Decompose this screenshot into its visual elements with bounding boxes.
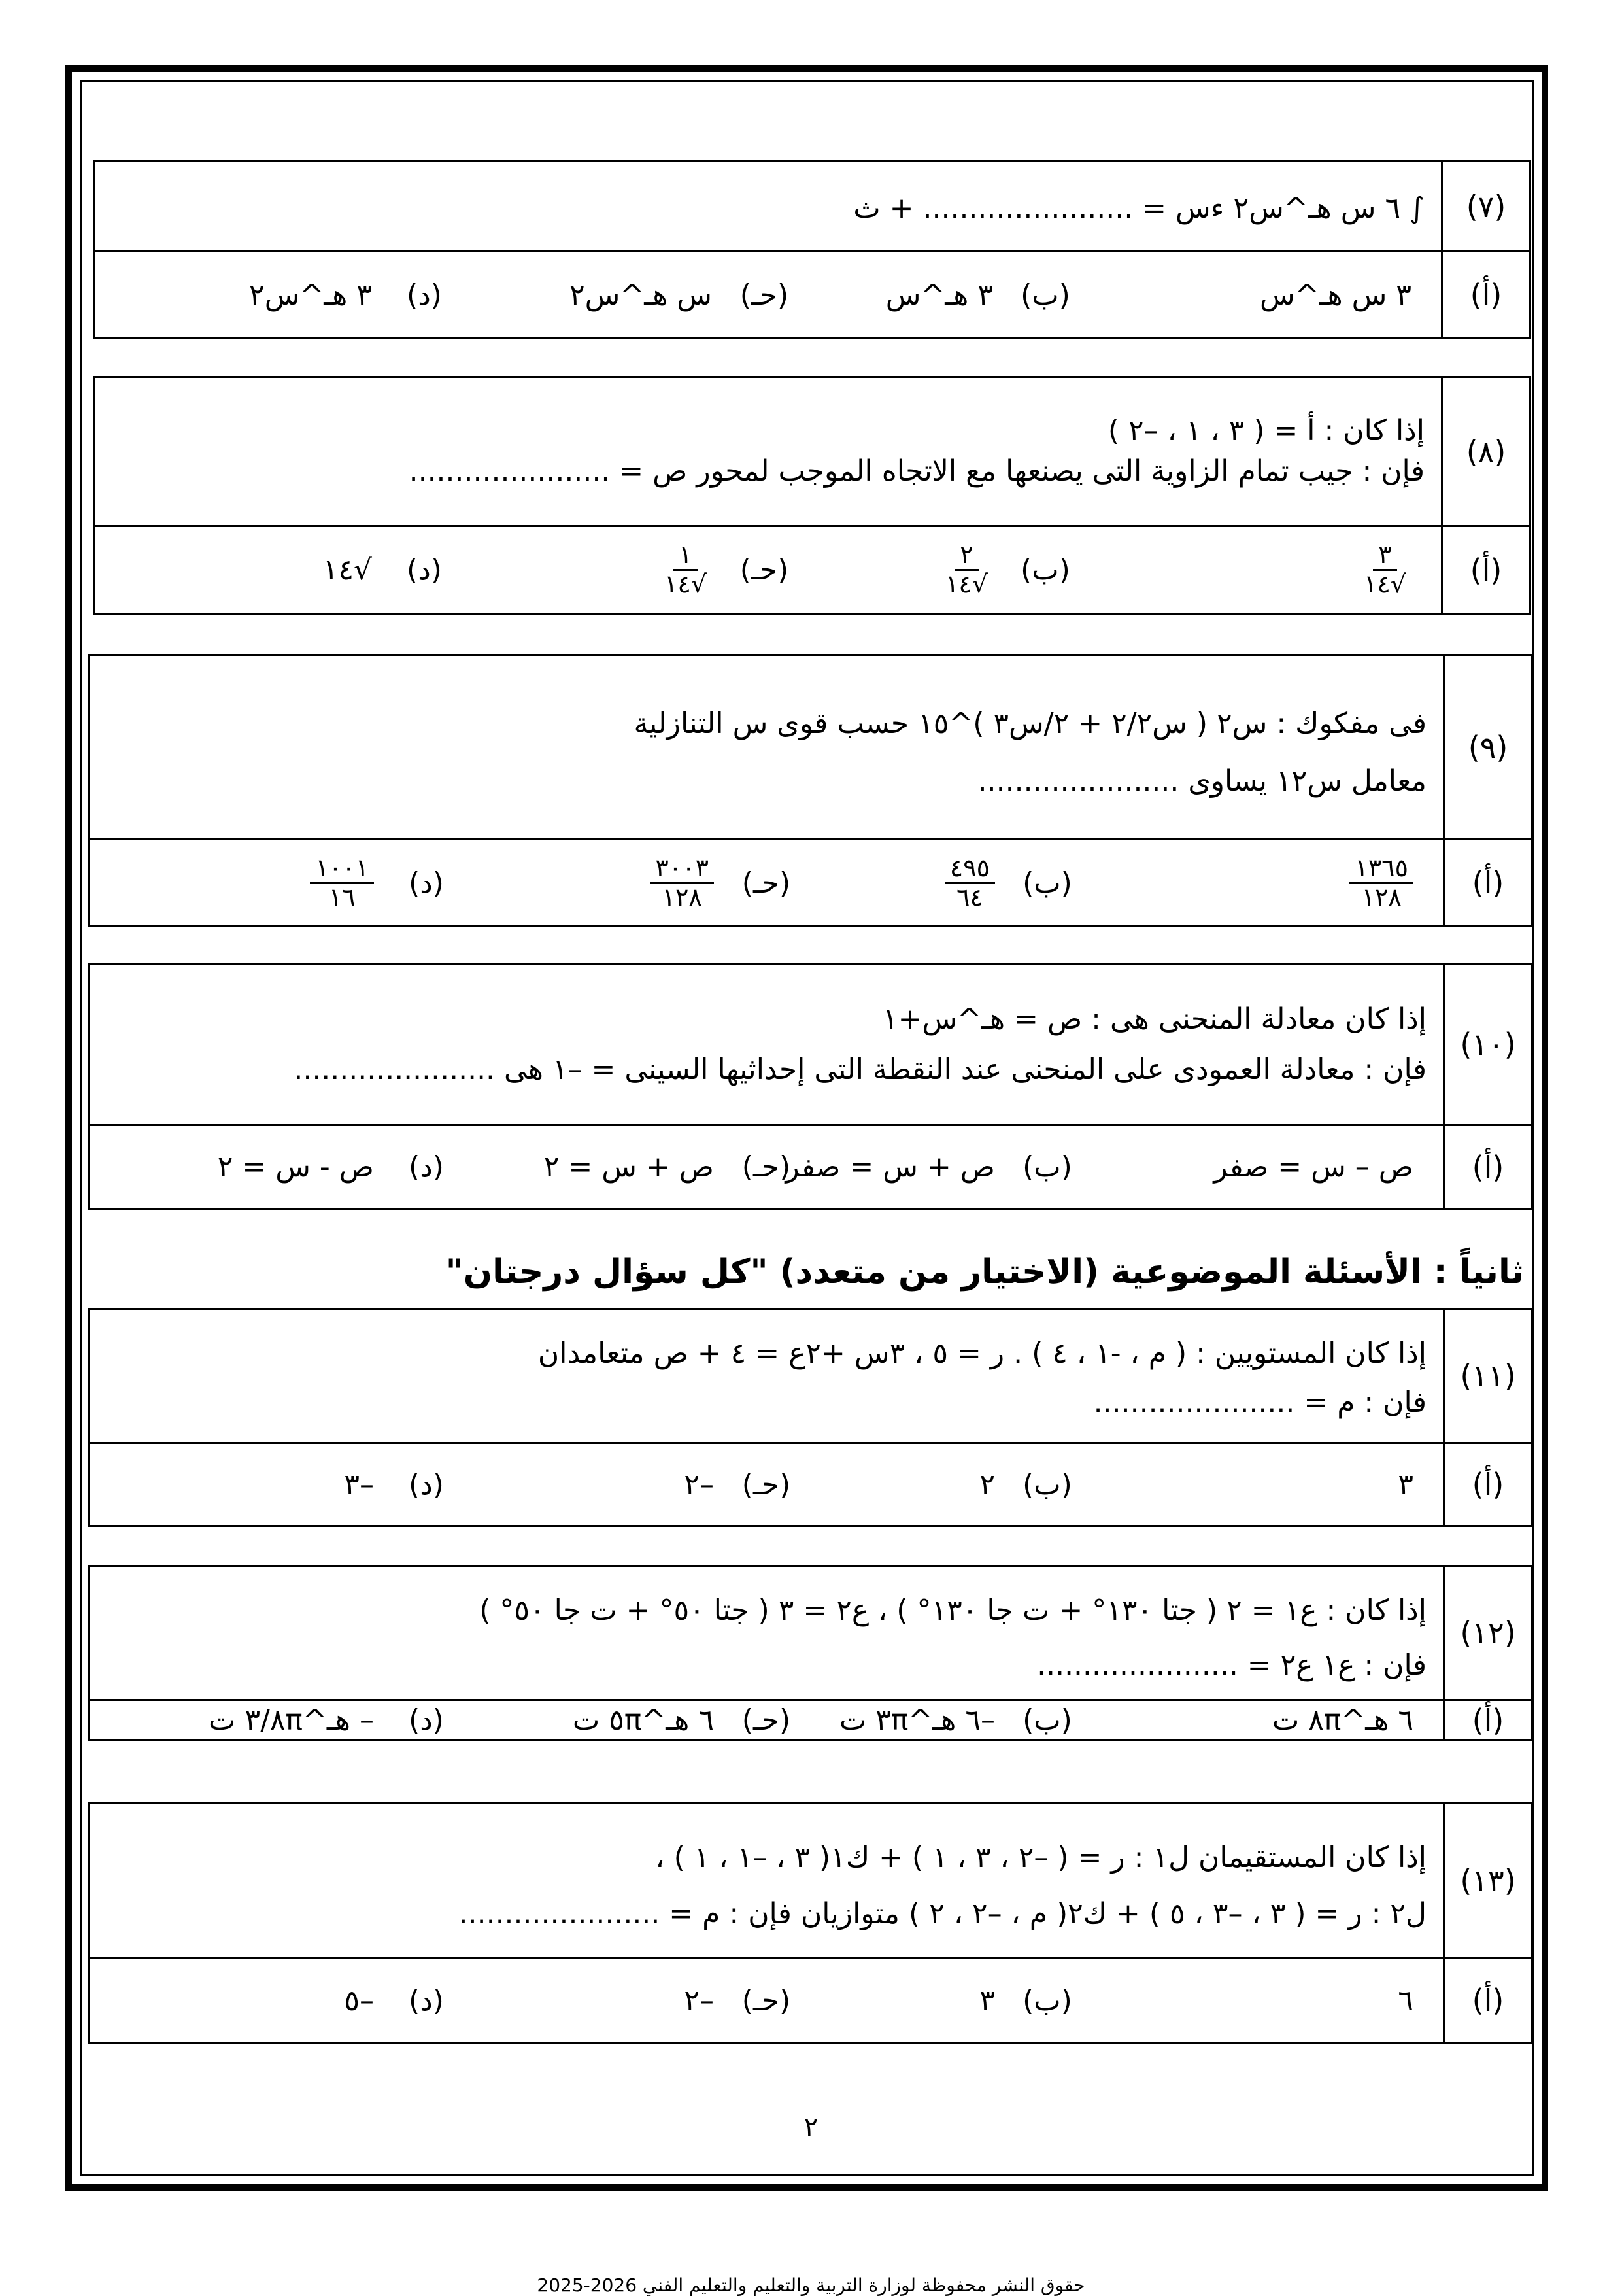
choice-letter-d: (د) bbox=[409, 1150, 444, 1184]
choice-letter-d: (د) bbox=[409, 866, 444, 900]
choice-d[interactable]: – هـ^٨π/٣ ت bbox=[209, 1704, 374, 1737]
choice-c[interactable]: ص + س = ٢ bbox=[543, 1150, 714, 1184]
question-10 bbox=[88, 963, 1533, 1210]
choice-letter-c: (حـ) bbox=[739, 278, 789, 312]
question-stem-line-2: فإن : جيب تمام الزاوية التى يصنعها مع الاتجاه الموجب لمحور ص = ...................... bbox=[409, 454, 1425, 488]
choice-letter-c: (حـ) bbox=[739, 553, 789, 587]
question-number: (٩) bbox=[1443, 656, 1531, 838]
question-stem-line-1: فى مفكوك : س٢ ( س٢/٢ + ٢/س٣ )^١٥ حسب قوى س التنازلية bbox=[634, 707, 1427, 740]
copyright-footer: حقوق النشر محفوظة لوزارة التربية والتعليم والتعليم الفني 2026-2025 bbox=[537, 2274, 1085, 2296]
choice-a[interactable]: ٦ هـ^٨π ت bbox=[1272, 1704, 1413, 1737]
question-number: (٨) bbox=[1441, 378, 1529, 525]
question-number: (٧) bbox=[1441, 162, 1529, 250]
choice-letter-b: (ب) bbox=[1021, 553, 1070, 587]
question-stem-line-2: ل٢ : ر = ( ٣ ، –٣ ، ٥ ) + ك٢( م ، –٢ ، ٢ ) متوازيان فإن : م = ...................... bbox=[458, 1896, 1427, 1930]
question-12 bbox=[88, 1565, 1533, 1741]
choice-b[interactable]: ٣ bbox=[979, 1983, 995, 2017]
choice-b[interactable]: ٢ bbox=[979, 1467, 995, 1501]
choice-a[interactable]: ٣ س هـ^س bbox=[1260, 278, 1411, 312]
choice-letter-d: (د) bbox=[409, 1983, 444, 2017]
question-stem-line-1: إذا كان المستويين : ( م ، -١ ، ٤ ) . ر = ٥ ، ٣س +٢ع = ٤ + ص متعامدان bbox=[537, 1337, 1427, 1370]
choice-letter-b: (ب) bbox=[1022, 1704, 1072, 1737]
choice-a[interactable]: ٦ bbox=[1398, 1983, 1413, 2017]
choice-letter-c: (حـ) bbox=[741, 1704, 791, 1737]
choice-d[interactable]: √١٤ bbox=[322, 553, 372, 587]
choice-letter-d: (د) bbox=[409, 1467, 444, 1501]
choice-letter-a: (أ) bbox=[1443, 1701, 1531, 1739]
choice-b[interactable]: $\frac{٤٩٥}{٦٤}$ bbox=[945, 855, 995, 912]
question-9 bbox=[88, 654, 1533, 927]
question-stem-line-2: معامل س١٢ يساوى ...................... bbox=[977, 764, 1427, 798]
choice-letter-a: (أ) bbox=[1441, 252, 1529, 337]
choice-c[interactable]: ٦ هـ^٥π ت bbox=[572, 1704, 714, 1737]
question-number: (١٣) bbox=[1443, 1804, 1531, 1957]
question-8 bbox=[93, 376, 1531, 615]
choice-letter-c: (حـ) bbox=[741, 866, 791, 900]
question-stem-line-1: إذا كان : ع١ = ٢ ( جتا ١٣٠° + ت جا ١٣٠° ) ، ع٢ = ٣ ( جتا ٥٠° + ت جا ٥٠° ) bbox=[479, 1594, 1427, 1627]
question-stem-line-1: إذا كان المستقيمان ل١ : ر = ( –٢ ، ٣ ، ١ ) + ك١( ٣ ، –١ ، ١ ) ، bbox=[655, 1841, 1427, 1874]
choice-letter-b: (ب) bbox=[1022, 1467, 1072, 1501]
choice-letter-a: (أ) bbox=[1443, 1126, 1531, 1208]
choice-c[interactable]: س هـ^س٢ bbox=[569, 278, 712, 312]
choice-d[interactable]: –٥ bbox=[344, 1983, 374, 2017]
choice-d[interactable]: ص - س = ٢ bbox=[217, 1150, 374, 1184]
choice-b[interactable]: –٦ هـ^٣π ت bbox=[839, 1704, 995, 1737]
choice-c[interactable]: –٢ bbox=[684, 1983, 714, 2017]
choice-b[interactable]: $\frac{٢}{√١٤}$ bbox=[945, 540, 988, 598]
question-stem-line-1: إذا كان معادلة المنحنى هى : ص = هـ^س+١ bbox=[882, 1002, 1427, 1036]
question-13 bbox=[88, 1802, 1533, 2044]
choice-a[interactable]: $\frac{١٣٦٥}{١٢٨}$ bbox=[1349, 855, 1413, 912]
choice-letter-b: (ب) bbox=[1022, 866, 1072, 900]
question-stem-line-2: فإن : ع١ ع٢ = ...................... bbox=[1037, 1648, 1427, 1682]
choice-letter-b: (ب) bbox=[1021, 278, 1070, 312]
choice-letter-b: (ب) bbox=[1022, 1150, 1072, 1184]
choice-letter-a: (أ) bbox=[1443, 1959, 1531, 2042]
choice-c[interactable]: –٢ bbox=[684, 1467, 714, 1501]
choice-a[interactable]: $\frac{٣}{√١٤}$ bbox=[1363, 540, 1406, 598]
choice-c[interactable]: $\frac{١}{√١٤}$ bbox=[664, 540, 707, 598]
question-stem: ∫ ٦ س هـ^س٢ ءس = ....................... + ث bbox=[853, 192, 1425, 225]
question-stem-line-2: فإن : م = ...................... bbox=[1093, 1385, 1427, 1419]
choice-letter-b: (ب) bbox=[1022, 1983, 1072, 2017]
question-number: (١٢) bbox=[1443, 1567, 1531, 1699]
question-stem-line-1: إذا كان : أ = ( ٣ ، ١ ، –٢ ) bbox=[1107, 414, 1425, 447]
choice-letter-c: (حـ) bbox=[741, 1467, 791, 1501]
page-number: ٢ bbox=[803, 2112, 819, 2142]
question-11 bbox=[88, 1308, 1533, 1527]
choice-letter-d: (د) bbox=[407, 278, 442, 312]
choice-b[interactable]: ص + س = صفر bbox=[785, 1150, 995, 1184]
choice-a[interactable]: ص – س = صفر bbox=[1213, 1150, 1413, 1184]
choice-letter-a: (أ) bbox=[1441, 527, 1529, 613]
question-stem-line-2: فإن : معادلة العمودى على المنحنى عند النقطة التى إحداثيها السينى = –١ هى ...................... bbox=[294, 1053, 1427, 1086]
choice-b[interactable]: ٣ هـ^س bbox=[885, 278, 993, 312]
choice-letter-c: (حـ) bbox=[741, 1983, 791, 2017]
choice-letter-d: (د) bbox=[409, 1704, 444, 1737]
choice-a[interactable]: ٣ bbox=[1398, 1467, 1413, 1501]
choice-letter-a: (أ) bbox=[1443, 840, 1531, 925]
choice-letter-a: (أ) bbox=[1443, 1444, 1531, 1525]
choice-letter-d: (د) bbox=[407, 553, 442, 587]
choice-d[interactable]: $\frac{١٠٠١}{١٦}$ bbox=[310, 855, 374, 912]
question-number: (١١) bbox=[1443, 1310, 1531, 1442]
choice-c[interactable]: $\frac{٣٠٠٣}{١٢٨}$ bbox=[650, 855, 714, 912]
choice-d[interactable]: –٣ bbox=[344, 1467, 374, 1501]
section-title: ثانياً : الأسئلة الموضوعية (الاختيار من متعدد) "كل سؤال درجتان" bbox=[445, 1252, 1524, 1292]
choice-d[interactable]: ٣ هـ^س٢ bbox=[249, 278, 372, 312]
choice-letter-c: (حـ) bbox=[741, 1150, 791, 1184]
question-number: (١٠) bbox=[1443, 965, 1531, 1124]
question-7 bbox=[93, 160, 1531, 339]
